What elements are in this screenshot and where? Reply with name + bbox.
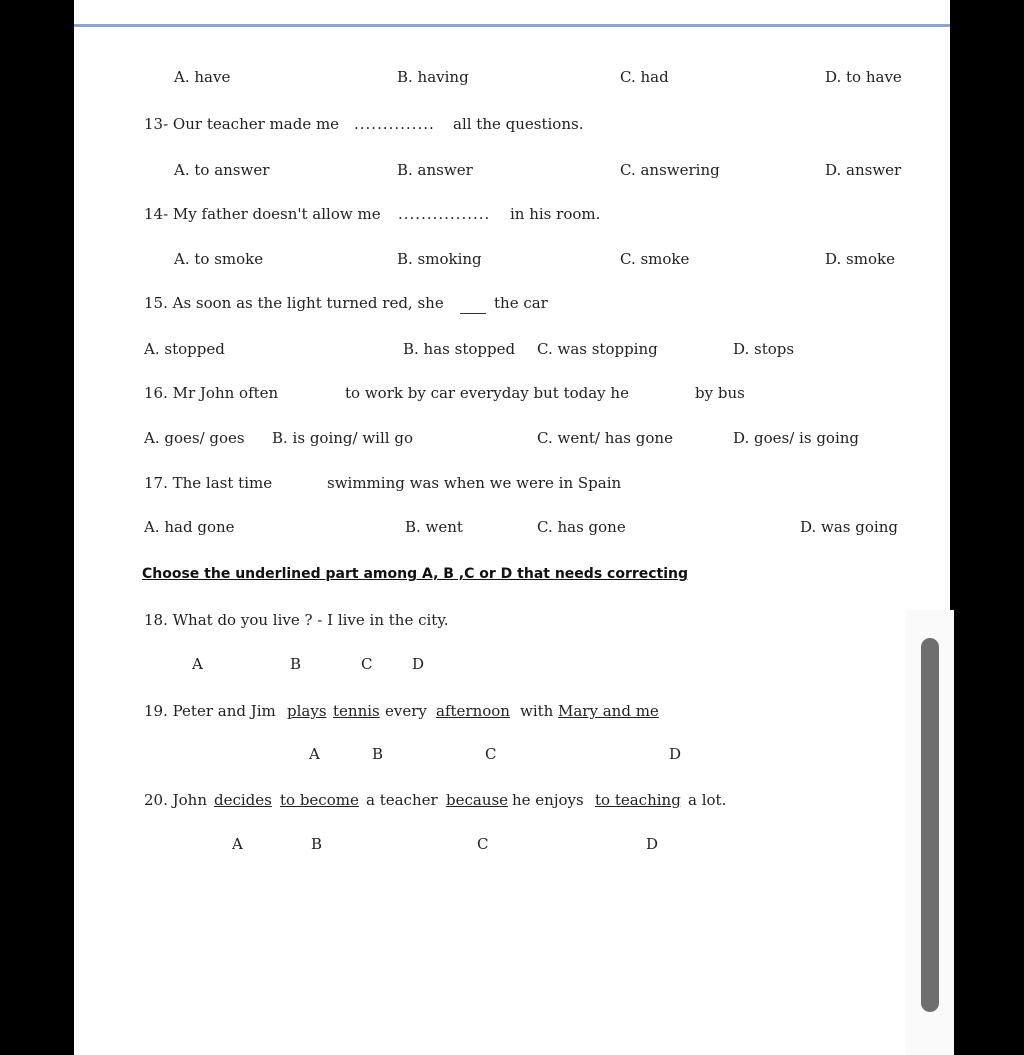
q13-option-b: B. answer: [397, 161, 473, 179]
q18-letter-b: B: [290, 655, 302, 673]
q20-letter-a: A: [232, 835, 243, 853]
q20-part-d: to teaching: [595, 791, 681, 809]
q15-prompt-start: 15. As soon as the light turned red, she: [144, 294, 444, 312]
q14-option-b: B. smoking: [397, 250, 482, 268]
section-heading: Choose the underlined part among A, B ,C or D that needs correcting: [142, 566, 689, 582]
q19-letter-c: C: [485, 745, 497, 763]
q16-option-a: A. goes/ goes: [144, 429, 245, 447]
q19-word-every: every: [385, 702, 427, 720]
q17-prompt-start: 17. The last time: [144, 474, 273, 492]
q17-prompt-end: swimming was when we were in Spain: [327, 474, 622, 492]
q18-letter-c: C: [361, 655, 373, 673]
q12-option-b: B. having: [397, 68, 469, 86]
q20-letter-d: D: [646, 835, 659, 853]
q19-letter-a: A: [309, 745, 320, 763]
q20-part-a: decides: [214, 791, 272, 809]
q12-option-a: A. have: [174, 68, 231, 86]
q14-prompt-end: in his room.: [510, 205, 601, 223]
q13-option-d: D. answer: [825, 161, 902, 179]
q16-option-c: C. went/ has gone: [537, 429, 673, 447]
top-border: [74, 24, 950, 27]
vertical-scrollbar-thumb[interactable]: [921, 638, 939, 1012]
q19-part-b: tennis: [333, 702, 380, 720]
q20-lead: 20. John: [144, 791, 207, 809]
q20-letter-c: C: [477, 835, 489, 853]
q13-prompt-start: 13- Our teacher made me: [144, 115, 340, 133]
q15-option-b: B. has stopped: [403, 340, 516, 358]
q13-blank: ..............: [354, 115, 435, 133]
q13-option-a: A. to answer: [174, 161, 270, 179]
q15-option-c: C. was stopping: [537, 340, 658, 358]
q19-part-c: afternoon: [436, 702, 510, 720]
q14-option-a: A. to smoke: [174, 250, 264, 268]
q19-word-with: with: [520, 702, 554, 720]
q15-blank-line: [460, 313, 486, 314]
q12-option-d: D. to have: [825, 68, 902, 86]
q14-option-c: C. smoke: [620, 250, 690, 268]
q20-letter-b: B: [311, 835, 323, 853]
q15-option-a: A. stopped: [144, 340, 225, 358]
q13-prompt-end: all the questions.: [453, 115, 584, 133]
q15-prompt-end: the car: [494, 294, 548, 312]
q19-letter-b: B: [372, 745, 384, 763]
q19-part-d: Mary and me: [558, 702, 659, 720]
q16-prompt-start: 16. Mr John often: [144, 384, 279, 402]
q19-lead: 19. Peter and Jim: [144, 702, 276, 720]
q16-option-b: B. is going/ will go: [272, 429, 413, 447]
q17-option-c: C. has gone: [537, 518, 626, 536]
q20-tail: a lot.: [688, 791, 727, 809]
q14-blank: ................: [398, 205, 491, 223]
q20-part-b: to become: [280, 791, 359, 809]
q20-middle-1: a teacher: [366, 791, 438, 809]
q18-sentence: 18. What do you live ? - I live in the city.: [144, 611, 449, 629]
q19-part-a: plays: [287, 702, 327, 720]
q20-part-c: because: [446, 791, 509, 809]
q20-middle-2: he enjoys: [512, 791, 584, 809]
q17-option-b: B. went: [405, 518, 463, 536]
q16-option-d: D. goes/ is going: [733, 429, 860, 447]
q16-prompt-middle: to work by car everyday but today he: [345, 384, 629, 402]
q18-letter-d: D: [412, 655, 425, 673]
q12-option-c: C. had: [620, 68, 669, 86]
q17-option-d: D. was going: [800, 518, 898, 536]
q16-prompt-end: by bus: [695, 384, 745, 402]
q15-option-d: D. stops: [733, 340, 795, 358]
q18-letter-a: A: [192, 655, 203, 673]
q14-prompt-start: 14- My father doesn't allow me: [144, 205, 381, 223]
q14-option-d: D. smoke: [825, 250, 895, 268]
q17-option-a: A. had gone: [144, 518, 235, 536]
q13-option-c: C. answering: [620, 161, 720, 179]
q19-letter-d: D: [669, 745, 682, 763]
